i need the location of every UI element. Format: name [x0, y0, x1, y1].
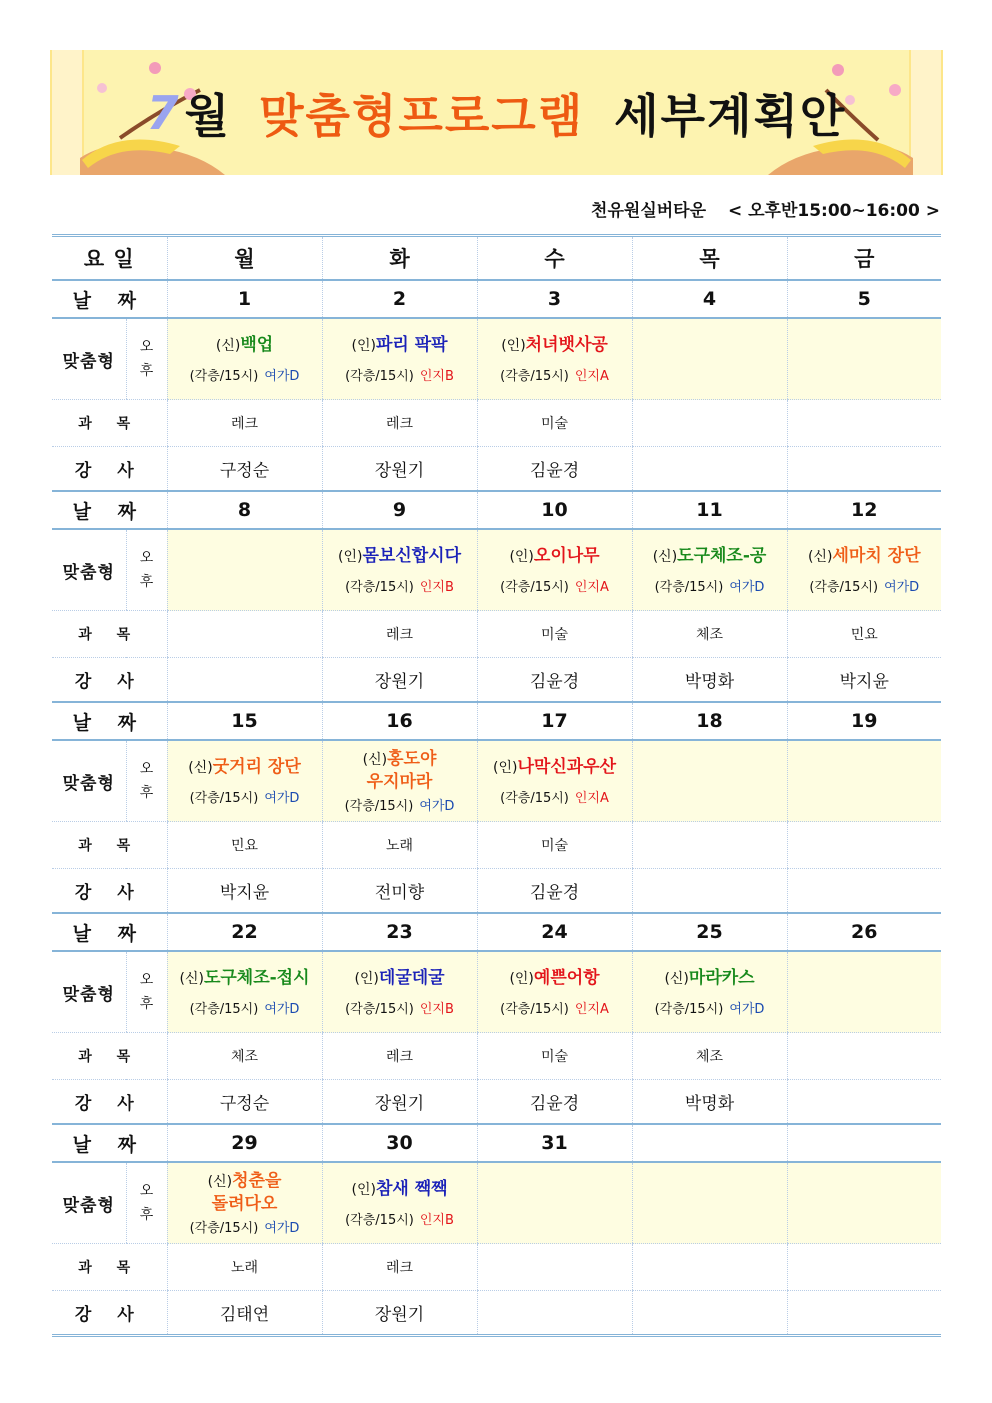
date-cell: [787, 1124, 941, 1162]
program-cell: [787, 951, 941, 1033]
subject-cell: [167, 611, 322, 658]
program-time: (각층/15시): [189, 369, 259, 384]
program-level: 인지B: [419, 369, 454, 384]
program-time: (각층/15시): [345, 1213, 414, 1228]
ampm-text: 오 후: [139, 761, 154, 801]
program-level: 인지B: [419, 1213, 454, 1228]
date-row: [52, 1124, 941, 1162]
program-info: [168, 787, 322, 806]
teacher-cell: 장원기: [322, 1080, 477, 1125]
ampm-label: [126, 740, 167, 822]
program-level: 인지B: [419, 1002, 454, 1017]
teacher-cell: 장원기: [322, 447, 477, 492]
teacher-cell: 박명화: [632, 1080, 787, 1125]
program-tag: (인): [351, 1182, 376, 1198]
weekday-wed: 수: [477, 236, 632, 281]
program-cell: [167, 951, 322, 1033]
date-cell: 17: [477, 702, 632, 740]
program-cell: [632, 1162, 787, 1244]
date-label: 날 짜: [52, 913, 167, 951]
program-title: 참새 짹짹: [375, 1179, 448, 1199]
subject-cell: 미술: [477, 611, 632, 658]
teacher-cell: 김윤경: [477, 1080, 632, 1125]
program-name: [168, 967, 322, 990]
date-row: [52, 491, 941, 529]
subject-cell: 미술: [477, 822, 632, 869]
program-cell: [167, 529, 322, 611]
teacher-row: [52, 1080, 941, 1125]
program-title: 홍도야: [387, 749, 437, 769]
subject-row: [52, 400, 941, 447]
teacher-cell: 박지윤: [167, 869, 322, 914]
program-cell: [477, 318, 632, 400]
teacher-row: [52, 869, 941, 914]
program-cell: [787, 1162, 941, 1244]
weekday-fri: 금: [787, 236, 941, 281]
program-info: [478, 998, 632, 1017]
subject-cell: 레크: [322, 1244, 477, 1291]
ampm-label: [126, 318, 167, 400]
program-title: 도구체조-접시: [203, 968, 310, 988]
teacher-cell: [477, 1291, 632, 1336]
program-cell: [167, 318, 322, 400]
program-time: (각층/15시): [345, 1002, 414, 1017]
teacher-label: 강 사: [52, 1080, 167, 1125]
weekday-tue: 화: [322, 236, 477, 281]
subtitle: [591, 196, 940, 221]
title-month-number: 7: [146, 85, 181, 140]
ampm-label: [126, 529, 167, 611]
date-cell: 5: [787, 280, 941, 318]
subject-cell: 레크: [322, 611, 477, 658]
date-cell: 25: [632, 913, 787, 951]
date-cell: 19: [787, 702, 941, 740]
program-cell: [322, 529, 477, 611]
teacher-cell: 장원기: [322, 1291, 477, 1336]
program-row: [52, 529, 941, 611]
program-time: (각층/15시): [500, 369, 569, 384]
program-title: 세마치 장단: [832, 546, 921, 566]
teacher-label: 강 사: [52, 658, 167, 703]
date-row: [52, 913, 941, 951]
program-label: 맞춤형: [52, 951, 126, 1033]
subject-row: [52, 1033, 941, 1080]
program-label: 맞춤형: [52, 318, 126, 400]
program-tag: (인): [501, 338, 526, 354]
program-cell: [167, 740, 322, 822]
program-info: [168, 998, 322, 1017]
teacher-cell: [787, 1080, 941, 1125]
teacher-row: [52, 658, 941, 703]
program-cell: [477, 529, 632, 611]
teacher-label: 강 사: [52, 1291, 167, 1336]
program-tag: (신): [188, 760, 213, 776]
ampm-text: 오 후: [139, 972, 154, 1012]
subject-cell: 노래: [322, 822, 477, 869]
program-cell: [632, 951, 787, 1033]
program-level: 인지A: [574, 1002, 609, 1017]
date-cell: 16: [322, 702, 477, 740]
subject-cell: [787, 400, 941, 447]
program-name: [168, 756, 322, 779]
program-title-line2: 돌려다오: [211, 1194, 278, 1214]
date-cell: 11: [632, 491, 787, 529]
subject-cell: 레크: [322, 1033, 477, 1080]
date-row: [52, 702, 941, 740]
teacher-cell: [787, 447, 941, 492]
teacher-label: 강 사: [52, 869, 167, 914]
weekday-header-row: [52, 236, 941, 281]
program-cell: [322, 1162, 477, 1244]
program-time: (각층/15시): [654, 580, 724, 595]
subject-row: [52, 822, 941, 869]
program-name: [788, 545, 942, 568]
title-program: 맞춤형프로그램: [259, 88, 585, 143]
program-row: [52, 1162, 941, 1244]
teacher-cell: [787, 1291, 941, 1336]
title-plan: 세부계획안: [614, 88, 847, 143]
program-name: [478, 545, 632, 568]
program-name: [323, 1178, 477, 1201]
program-level: 인지A: [574, 369, 609, 384]
teacher-cell: 김윤경: [477, 658, 632, 703]
program-name: [633, 545, 787, 568]
subject-cell: 노래: [167, 1244, 322, 1291]
teacher-cell: 박명화: [632, 658, 787, 703]
date-cell: [632, 1124, 787, 1162]
teacher-cell: 장원기: [322, 658, 477, 703]
program-title: 청춘을: [232, 1171, 282, 1191]
program-label: 맞춤형: [52, 1162, 126, 1244]
program-label: 맞춤형: [52, 740, 126, 822]
subject-cell: [632, 822, 787, 869]
date-cell: 30: [322, 1124, 477, 1162]
ampm-label: [126, 951, 167, 1033]
date-cell: 2: [322, 280, 477, 318]
program-level: 여가D: [264, 1221, 300, 1236]
program-time: (각층/15시): [189, 1221, 259, 1236]
subject-label: 과 목: [52, 822, 167, 869]
program-cell: [167, 1162, 322, 1244]
program-info: [323, 998, 477, 1017]
organization-name: 천유원실버타운: [591, 201, 707, 221]
subject-cell: 레크: [167, 400, 322, 447]
program-tag: (인): [354, 971, 379, 987]
subject-label: 과 목: [52, 1033, 167, 1080]
program-title: 도구체조-공: [677, 546, 767, 566]
program-name: [323, 545, 477, 568]
program-info: [323, 795, 477, 814]
program-title: 데굴데굴: [378, 968, 445, 988]
program-cell: [632, 318, 787, 400]
program-cell: [322, 318, 477, 400]
teacher-cell: [632, 447, 787, 492]
program-level: 여가D: [884, 580, 920, 595]
date-cell: 26: [787, 913, 941, 951]
program-level: 인지A: [574, 580, 609, 595]
program-tag: (인): [509, 549, 534, 565]
title-banner: [50, 50, 943, 175]
program-level: 여가D: [419, 799, 455, 814]
program-tag: (신): [808, 549, 833, 565]
date-cell: 23: [322, 913, 477, 951]
program-title: 예쁜어항: [533, 968, 600, 988]
schedule-table: [52, 234, 941, 1337]
subject-cell: [787, 822, 941, 869]
teacher-cell: [167, 658, 322, 703]
subject-cell: [632, 400, 787, 447]
date-cell: 22: [167, 913, 322, 951]
page-title: [50, 50, 943, 175]
program-name: [478, 334, 632, 357]
program-row: [52, 318, 941, 400]
date-cell: 24: [477, 913, 632, 951]
program-info: [788, 576, 942, 595]
program-cell: [632, 740, 787, 822]
ampm-text: 오 후: [139, 550, 154, 590]
program-tag: (신): [207, 1174, 233, 1190]
session-time: < 오후반15:00~16:00 >: [727, 201, 940, 221]
program-cell: [787, 529, 941, 611]
subject-cell: [787, 1033, 941, 1080]
program-tag: (신): [362, 752, 388, 768]
date-cell: 8: [167, 491, 322, 529]
program-tag: (인): [509, 971, 534, 987]
date-cell: 4: [632, 280, 787, 318]
program-cell: [477, 740, 632, 822]
program-info: [323, 365, 477, 384]
program-info: [478, 365, 632, 384]
subject-cell: 체조: [632, 611, 787, 658]
program-tag: (인): [493, 760, 518, 776]
teacher-row: [52, 1291, 941, 1336]
program-cell: [787, 740, 941, 822]
subject-row: [52, 611, 941, 658]
program-name: [323, 748, 477, 793]
program-name: [478, 756, 632, 779]
teacher-row: [52, 447, 941, 492]
program-info: [633, 998, 787, 1017]
program-time: (각층/15시): [344, 799, 414, 814]
date-cell: 12: [787, 491, 941, 529]
program-cell: [632, 529, 787, 611]
subject-cell: 민요: [787, 611, 941, 658]
subject-row: [52, 1244, 941, 1291]
program-info: [478, 787, 632, 806]
weekday-thu: 목: [632, 236, 787, 281]
program-name: [633, 967, 787, 990]
program-row: [52, 951, 941, 1033]
program-title: 백업: [240, 335, 274, 355]
program-cell: [787, 318, 941, 400]
program-time: (각층/15시): [189, 791, 259, 806]
program-info: [323, 576, 477, 595]
program-title-line2: 우지마라: [366, 772, 433, 792]
program-info: [323, 1209, 477, 1228]
program-time: (각층/15시): [500, 791, 569, 806]
program-title: 오이나무: [533, 546, 600, 566]
program-time: (각층/15시): [345, 369, 414, 384]
program-cell: [322, 740, 477, 822]
program-info: [168, 1217, 322, 1236]
teacher-cell: [632, 869, 787, 914]
program-time: (각층/15시): [189, 1002, 259, 1017]
schedule-body: [52, 236, 941, 1336]
teacher-cell: 전미향: [322, 869, 477, 914]
date-label: 날 짜: [52, 702, 167, 740]
ampm-text: 오 후: [139, 1183, 154, 1223]
date-label: 날 짜: [52, 280, 167, 318]
program-level: 인지A: [574, 791, 609, 806]
date-cell: 9: [322, 491, 477, 529]
subject-label: 과 목: [52, 611, 167, 658]
date-cell: 29: [167, 1124, 322, 1162]
program-level: 여가D: [729, 580, 765, 595]
program-tag: (신): [215, 338, 241, 354]
subject-label: 과 목: [52, 1244, 167, 1291]
program-label: 맞춤형: [52, 529, 126, 611]
program-title: 마라카스: [688, 968, 755, 988]
teacher-cell: [787, 869, 941, 914]
program-level: 여가D: [729, 1002, 765, 1017]
title-month-word: 월: [184, 88, 232, 143]
program-level: 여가D: [264, 369, 300, 384]
teacher-cell: [632, 1291, 787, 1336]
ampm-text: 오 후: [139, 339, 154, 379]
date-cell: 18: [632, 702, 787, 740]
program-title: 몸보신합시다: [362, 546, 462, 566]
program-info: [478, 576, 632, 595]
date-label: 날 짜: [52, 1124, 167, 1162]
date-cell: 31: [477, 1124, 632, 1162]
program-name: [478, 967, 632, 990]
subject-cell: 미술: [477, 1033, 632, 1080]
weekday-mon: 월: [167, 236, 322, 281]
subject-cell: [477, 1244, 632, 1291]
program-time: (각층/15시): [500, 580, 569, 595]
program-time: (각층/15시): [500, 1002, 569, 1017]
program-cell: [322, 951, 477, 1033]
program-tag: (신): [179, 971, 204, 987]
program-level: 여가D: [264, 1002, 300, 1017]
teacher-cell: 김윤경: [477, 869, 632, 914]
program-info: [633, 576, 787, 595]
program-tag: (인): [351, 338, 376, 354]
subject-cell: [632, 1244, 787, 1291]
program-name: [168, 334, 322, 357]
program-row: [52, 740, 941, 822]
program-level: 여가D: [264, 791, 300, 806]
ampm-label: [126, 1162, 167, 1244]
program-time: (각층/15시): [345, 580, 414, 595]
program-name: [323, 967, 477, 990]
subject-cell: 미술: [477, 400, 632, 447]
subject-cell: 체조: [632, 1033, 787, 1080]
program-time: (각층/15시): [654, 1002, 724, 1017]
teacher-cell: 구정순: [167, 1080, 322, 1125]
program-title: 나막신과우산: [517, 757, 617, 777]
date-label: 날 짜: [52, 491, 167, 529]
subject-cell: 민요: [167, 822, 322, 869]
date-cell: 15: [167, 702, 322, 740]
program-tag: (신): [664, 971, 689, 987]
program-name: [323, 334, 477, 357]
program-cell: [477, 951, 632, 1033]
date-cell: 3: [477, 280, 632, 318]
subject-cell: 체조: [167, 1033, 322, 1080]
program-title: 굿거리 장단: [212, 757, 301, 777]
program-title: 처녀뱃사공: [525, 335, 608, 355]
subject-cell: 레크: [322, 400, 477, 447]
program-cell: [477, 1162, 632, 1244]
program-name: [168, 1170, 322, 1215]
date-cell: 10: [477, 491, 632, 529]
program-level: 인지B: [419, 580, 454, 595]
program-title: 파리 팍팍: [375, 335, 448, 355]
teacher-cell: 구정순: [167, 447, 322, 492]
date-cell: 1: [167, 280, 322, 318]
subject-cell: [787, 1244, 941, 1291]
program-tag: (인): [338, 549, 363, 565]
program-info: [168, 365, 322, 384]
teacher-cell: 김윤경: [477, 447, 632, 492]
date-row: [52, 280, 941, 318]
program-tag: (신): [652, 549, 678, 565]
weekday-label: 요 일: [52, 236, 167, 281]
teacher-cell: 김태연: [167, 1291, 322, 1336]
teacher-cell: 박지윤: [787, 658, 941, 703]
program-time: (각층/15시): [809, 580, 879, 595]
subject-label: 과 목: [52, 400, 167, 447]
teacher-label: 강 사: [52, 447, 167, 492]
